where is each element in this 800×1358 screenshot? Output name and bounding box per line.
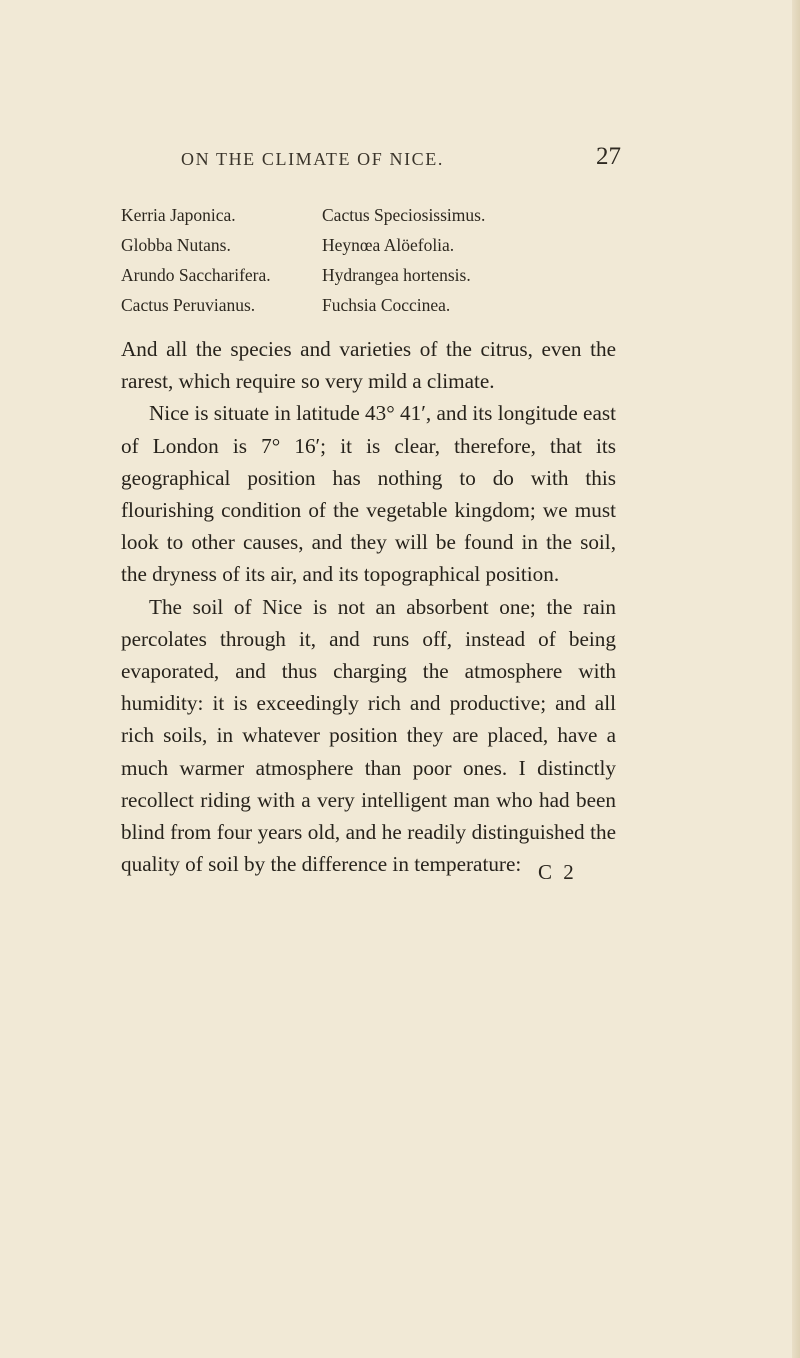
running-title: ON THE CLIMATE OF NICE. [181, 149, 444, 169]
paragraph: The soil of Nice is not an absorbent one; the rain percolates through it, and runs off, instead of being evaporated, and thus charging the atmosphere with humidity: it is exceedingly rich and productive; and all rich soils, in whatever position they are placed, have a much warmer atmosphere than poor ones. I distinctly recollect riding with a very intelligent man who had been blind from four years old, and he readily distinguished the quality of soil by the difference in temperature: [121, 594, 616, 877]
plant-list-item: Hydrangea hortensis. [322, 265, 471, 285]
page-edge [792, 0, 800, 1358]
plant-list-item: Arundo Saccharifera. [121, 265, 271, 285]
plant-list-item: Heynœa Alöefolia. [322, 235, 455, 255]
page-header [181, 143, 621, 177]
paragraph: And all the species and varieties of the citrus, even the rarest, which require so very mild a climate. [121, 337, 616, 394]
page-number: 27 [596, 143, 621, 170]
paragraph: Nice is situate in latitude 43° 41′, and its longitude east of London is 7° 16′; it is clear, therefore, that its geographical position has nothing to do with this flourishing condition of the vegetable kingdom; we must look to other causes, and they will be found in the soil, the dryness of its air, and its topographical position. [121, 401, 616, 587]
body-text [121, 333, 616, 880]
plant-list [121, 200, 601, 320]
plant-list-item: Cactus Speciosissimus. [322, 205, 486, 225]
plant-list-item: Fuchsia Coccinea. [322, 295, 451, 315]
plant-list-item: Kerria Japonica. [121, 205, 236, 225]
plant-list-item: Cactus Peruvianus. [121, 295, 256, 315]
signature-mark: C 2 [538, 860, 577, 884]
plant-list-item: Globba Nutans. [121, 235, 231, 255]
